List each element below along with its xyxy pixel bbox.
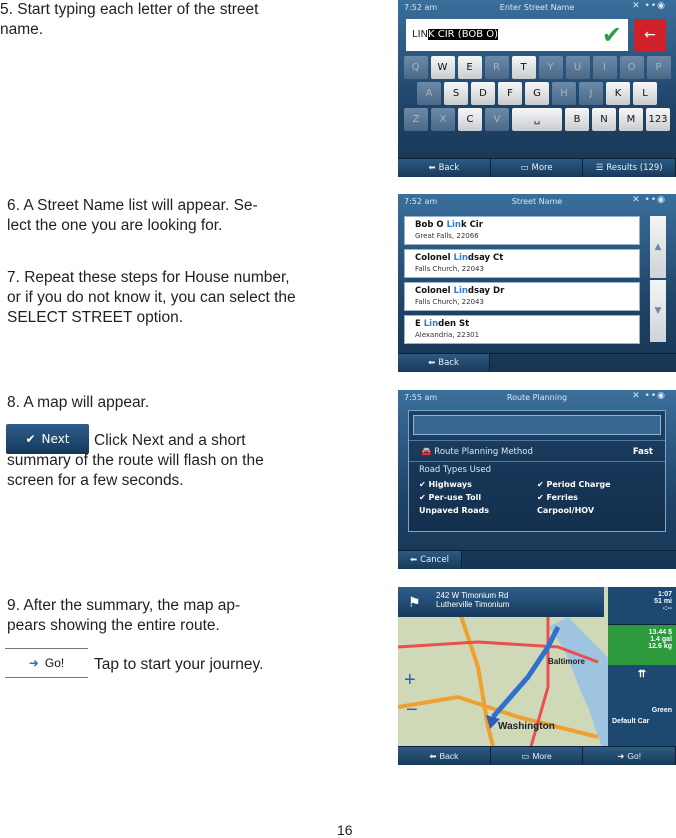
back-button[interactable]: ⬅ Back [398,159,491,177]
eta-box: 1:07 51 mi -:-- [608,587,676,625]
key-K[interactable]: K [606,82,630,105]
checkmark-icon[interactable]: ✔ [601,21,622,49]
road-type-option[interactable]: ✔ Ferries [537,493,578,502]
map-header: ⚑ 242 W Timonium Rd Lutherville Timonium [398,587,604,617]
step-5-text: 5. Start typing each letter of the street name. [0,1,259,38]
scroll-up-icon: ▲ [654,242,662,252]
step-8-text-b: Click Next and a short [94,432,246,449]
street-list-item[interactable]: Bob O Link Cir Great Falls, 22066 [404,216,640,245]
flag-icon: ⚑ [408,594,421,610]
status-bar: 7:52 am Street Name ✕ ••◉ [404,195,666,206]
route-method-row[interactable]: 🚘 Route Planning Method Fast [409,440,665,462]
cost-box: 13.44 $ 1.4 gal 12.6 kg [608,625,676,665]
key-Z[interactable]: Z [404,108,428,131]
road-type-option[interactable]: Carpool/HOV [537,506,595,515]
road-type-option[interactable]: ✔ Per-use Toll [419,493,482,502]
road-types-label: Road Types Used [419,465,491,475]
street-list-item[interactable]: Colonel Lindsay Ct Falls Church, 22043 [404,249,640,278]
road-type-option[interactable]: ✔ Period Charge [537,480,611,489]
step-8-text: 8. A map will appear. [7,394,150,411]
step-7-text: 7. Repeat these steps for House number, or if you do not know it, you can select the SELECT STREET option. [7,269,296,326]
vehicle-box: ⇈ [637,669,647,680]
keyboard-row [403,108,671,131]
route-planning-screenshot [398,390,676,569]
step-9-text: 9. After the summary, the map ap- pears showing the entire route. [7,597,241,634]
key-A[interactable]: A [417,82,441,105]
zoom-in-button[interactable]: + [404,669,416,691]
key-S[interactable]: S [444,82,468,105]
city-label-baltimore: Baltimore [548,657,585,666]
key-J[interactable]: J [579,82,603,105]
cancel-button[interactable]: ⬅ Cancel [398,551,462,569]
scroll-up-button[interactable] [650,216,666,278]
street-list-screenshot [398,194,676,372]
status-bar: 7:52 am Enter Street Name ✕ ••◉ [404,1,666,12]
key-U[interactable]: U [566,56,590,79]
next-label: Next [41,432,70,446]
key-O[interactable]: O [620,56,644,79]
more-button[interactable]: ▭ More [491,159,584,177]
key-E[interactable]: E [458,56,482,79]
next-button-image [6,424,89,454]
key-123[interactable]: 123 [646,108,670,131]
key-X[interactable]: X [431,108,455,131]
key-N[interactable]: N [592,108,616,131]
more-button[interactable]: ▭ More [491,747,584,765]
back-arrow-icon: ⬅ [429,750,437,761]
key-W[interactable]: W [431,56,455,79]
enter-street-screenshot [398,0,676,177]
more-icon: ▭ [521,750,530,761]
key-H[interactable]: H [552,82,576,105]
status-icons: ✕ ••◉ [632,195,666,205]
key-B[interactable]: B [565,108,589,131]
street-input[interactable]: LINK CIR (BOB O) ✔ [406,19,628,51]
city-label-washington: Washington [498,721,555,732]
key-␣[interactable]: ␣ [512,108,562,131]
key-Y[interactable]: Y [539,56,563,79]
road-type-option[interactable]: Unpaved Roads [419,506,490,515]
key-D[interactable]: D [471,82,495,105]
bottom-bar [398,353,676,372]
road-type-option[interactable]: ✔ Highways [419,480,472,489]
go-arrow-icon: ➜ [28,656,39,670]
step-6-text: 6. A Street Name list will appear. Se- lect the one you are looking for. [7,197,258,234]
key-C[interactable]: C [458,108,482,131]
status-icons: ✕ ••◉ [632,391,666,401]
key-G[interactable]: G [525,82,549,105]
keyboard [403,56,671,134]
status-bar: 7:55 am Route Planning ✕ ••◉ [404,391,666,402]
back-button[interactable]: ⬅ Back [398,354,490,372]
go-arrow-icon: ➜ [617,750,625,761]
key-F[interactable]: F [498,82,522,105]
key-P[interactable]: P [647,56,671,79]
trip-info-panel [608,587,676,747]
check-icon: ✔ [25,432,36,446]
street-list [404,216,640,348]
back-arrow-icon: ⬅ [428,358,436,368]
bottom-bar [398,158,676,177]
page-number: 16 [337,822,353,838]
key-I[interactable]: I [593,56,617,79]
back-arrow-icon: ⬅ [410,555,418,565]
street-list-item[interactable]: Colonel Lindsay Dr Falls Church, 22043 [404,282,640,311]
scroll-down-button[interactable] [650,280,666,342]
key-V[interactable]: V [485,108,509,131]
street-list-item[interactable]: E Linden St Alexandria, 22301 [404,315,640,344]
zoom-out-button[interactable]: − [406,699,418,721]
bottom-bar [398,746,676,765]
scroll-down-icon: ▼ [654,306,662,316]
status-icons: ✕ ••◉ [632,1,666,11]
route-summary-panel [408,410,666,532]
go-button-image: ➜ Go! [5,648,88,678]
bottom-bar [398,550,676,569]
key-L[interactable]: L [633,82,657,105]
step-8-text-c: summary of the route will flash on the screen for a few seconds. [7,452,264,489]
back-arrow-icon: ⬅ [428,163,436,173]
step-9-text-b: Tap to start your journey. [94,656,264,673]
go-button[interactable]: ➜ Go! [583,747,676,765]
more-icon: ▭ [520,163,529,173]
route-map-screenshot [398,587,676,765]
keyboard-row [403,56,671,79]
list-icon: ☰ [595,163,604,173]
key-M[interactable]: M [619,108,643,131]
car-icon: 🚘 [421,447,432,457]
key-R[interactable]: R [485,56,509,79]
results-button[interactable]: ☰ Results (129) [583,159,676,177]
backspace-icon: ← [644,27,656,43]
keyboard-row [403,82,671,105]
key-T[interactable]: T [512,56,536,79]
back-button[interactable]: ⬅ Back [398,747,491,765]
road-type-options [409,478,665,517]
backspace-button[interactable] [634,19,666,51]
vehicle-type[interactable]: Green [651,707,672,714]
key-Q[interactable]: Q [404,56,428,79]
profile-label[interactable]: Default Car [612,718,650,725]
route-bar [413,415,661,435]
